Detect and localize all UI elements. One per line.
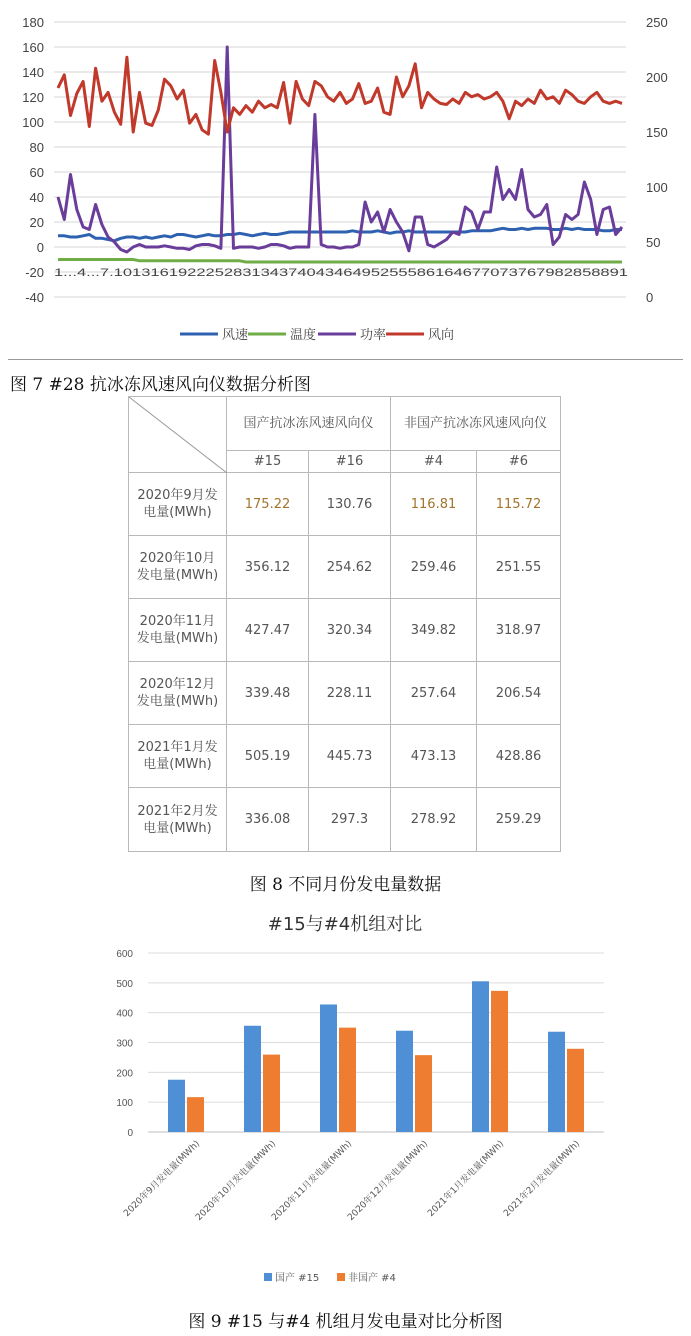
table-row-header: 2021年2月发电量(MWh) xyxy=(129,788,227,852)
table-row-header: 2020年11月发电量(MWh) xyxy=(129,599,227,662)
table-cell: 257.64 xyxy=(391,662,477,725)
table-cell: 318.97 xyxy=(477,599,561,662)
y-left-tick-label: 40 xyxy=(29,190,44,205)
y-left-tick-label: 0 xyxy=(36,240,44,255)
x-tick-label: 2020年12月发电量(MWh) xyxy=(346,1139,431,1224)
y-right-tick-label: 100 xyxy=(646,180,668,195)
table-row-header: 2021年1月发电量(MWh) xyxy=(129,725,227,788)
table-cell: 320.34 xyxy=(309,599,391,662)
y-tick-label: 400 xyxy=(116,1008,133,1020)
table-cell: 115.72 xyxy=(477,473,561,536)
bar xyxy=(396,1031,413,1132)
y-right-tick-label: 200 xyxy=(646,70,668,85)
y-left-tick-label: -20 xyxy=(25,265,44,280)
bar xyxy=(567,1049,584,1132)
table-row-header: 2020年10月发电量(MWh) xyxy=(129,536,227,599)
table-cell: 445.73 xyxy=(309,725,391,788)
table-cell: 254.62 xyxy=(309,536,391,599)
figure-9-bar-chart xyxy=(0,903,691,1303)
table-cell: 349.82 xyxy=(391,599,477,662)
table-row xyxy=(129,599,561,662)
y-tick-label: 0 xyxy=(127,1128,133,1139)
y-tick-label: 200 xyxy=(116,1068,133,1080)
diagonal-line xyxy=(129,397,227,473)
figure-8-data-table xyxy=(128,396,561,852)
y-right-tick-label: 50 xyxy=(646,235,661,250)
x-tick-label: 2020年11月发电量(MWh) xyxy=(270,1139,355,1224)
bar xyxy=(263,1055,280,1132)
table-cell: 251.55 xyxy=(477,536,561,599)
y-left-tick-label: 180 xyxy=(22,15,44,30)
y-left-tick-label: 20 xyxy=(29,215,44,230)
table-subheader: #16 xyxy=(309,451,391,473)
table-row xyxy=(129,536,561,599)
table-cell: 116.81 xyxy=(391,473,477,536)
table-subheader: #15 xyxy=(227,451,309,473)
bar xyxy=(187,1097,204,1132)
figure-separator-rule xyxy=(8,359,683,360)
x-tick-labels: 1...4...7.10131619222528313437404346495255586164677073767982858891 xyxy=(54,267,628,279)
table-cell: 278.92 xyxy=(391,788,477,852)
table-row xyxy=(129,725,561,788)
table-row-header: 2020年12月发电量(MWh) xyxy=(129,662,227,725)
bar xyxy=(415,1055,432,1132)
chart-title: #15与#4机组对比 xyxy=(267,914,423,935)
table-row xyxy=(129,788,561,852)
table-cell: 427.47 xyxy=(227,599,309,662)
table-subheader: #6 xyxy=(477,451,561,473)
bar xyxy=(320,1004,337,1132)
table-cell: 356.12 xyxy=(227,536,309,599)
x-tick-label: 2021年2月发电量(MWh) xyxy=(502,1139,583,1219)
table-corner-diagonal-cell xyxy=(129,397,227,473)
y-tick-label: 600 xyxy=(116,949,133,960)
table-cell: 259.29 xyxy=(477,788,561,852)
table-subheader: #4 xyxy=(391,451,477,473)
x-tick-label: 2021年1月发电量(MWh) xyxy=(426,1139,507,1219)
legend-label: 功率 xyxy=(360,328,387,343)
legend-label: 风速 xyxy=(222,328,249,343)
table-cell: 175.22 xyxy=(227,473,309,536)
table-cell: 228.11 xyxy=(309,662,391,725)
x-tick-label: 2020年10月发电量(MWh) xyxy=(194,1139,279,1224)
series-line xyxy=(58,47,622,252)
y-left-tick-label: 120 xyxy=(22,90,44,105)
figure-7-caption: 图 7 #28 抗冰冻风速风向仪数据分析图 xyxy=(10,375,311,395)
figure-7-line-chart xyxy=(0,0,691,360)
table-row-header: 2020年9月发电量(MWh) xyxy=(129,473,227,536)
y-tick-label: 100 xyxy=(116,1098,133,1110)
y-left-tick-label: 140 xyxy=(22,65,44,80)
table-cell: 473.13 xyxy=(391,725,477,788)
bar xyxy=(244,1026,261,1132)
legend-swatch xyxy=(337,1273,345,1281)
bar xyxy=(168,1080,185,1132)
figure-8-caption: 图 8 不同月份发电量数据 xyxy=(249,875,442,895)
bar xyxy=(491,991,508,1132)
legend-label: 风向 xyxy=(428,328,455,343)
table-header-domestic: 国产抗冰冻风速风向仪 xyxy=(227,397,391,451)
bar xyxy=(472,981,489,1132)
y-left-tick-label: -40 xyxy=(25,290,44,305)
table-cell: 297.3 xyxy=(309,788,391,852)
table-cell: 206.54 xyxy=(477,662,561,725)
legend-swatch xyxy=(264,1273,272,1281)
table-cell: 339.48 xyxy=(227,662,309,725)
legend-label: 非国产 #4 xyxy=(348,1273,396,1284)
y-right-tick-label: 0 xyxy=(646,290,654,305)
series-line xyxy=(58,228,622,241)
bar xyxy=(548,1032,565,1132)
x-tick-label: 2020年9月发电量(MWh) xyxy=(122,1139,203,1219)
y-left-tick-label: 100 xyxy=(22,115,44,130)
table-cell: 259.46 xyxy=(391,536,477,599)
y-left-tick-label: 80 xyxy=(29,140,44,155)
y-left-tick-label: 160 xyxy=(22,40,44,55)
series-line xyxy=(58,57,622,134)
table-row xyxy=(129,662,561,725)
series-line xyxy=(58,260,622,263)
y-tick-label: 300 xyxy=(116,1038,133,1050)
y-right-tick-label: 250 xyxy=(646,15,668,30)
bar xyxy=(339,1028,356,1132)
table-row xyxy=(129,473,561,536)
legend-label: 国产 #15 xyxy=(275,1273,320,1284)
y-tick-label: 500 xyxy=(116,978,133,990)
table-cell: 505.19 xyxy=(227,725,309,788)
table-cell: 336.08 xyxy=(227,788,309,852)
y-right-tick-label: 150 xyxy=(646,125,668,140)
y-left-tick-label: 60 xyxy=(29,165,44,180)
table-cell: 130.76 xyxy=(309,473,391,536)
figure-9-caption: 图 9 #15 与#4 机组月发电量对比分析图 xyxy=(188,1312,503,1332)
legend-label: 温度 xyxy=(290,328,317,343)
table-header-imported: 非国产抗冰冻风速风向仪 xyxy=(391,397,561,451)
table-cell: 428.86 xyxy=(477,725,561,788)
